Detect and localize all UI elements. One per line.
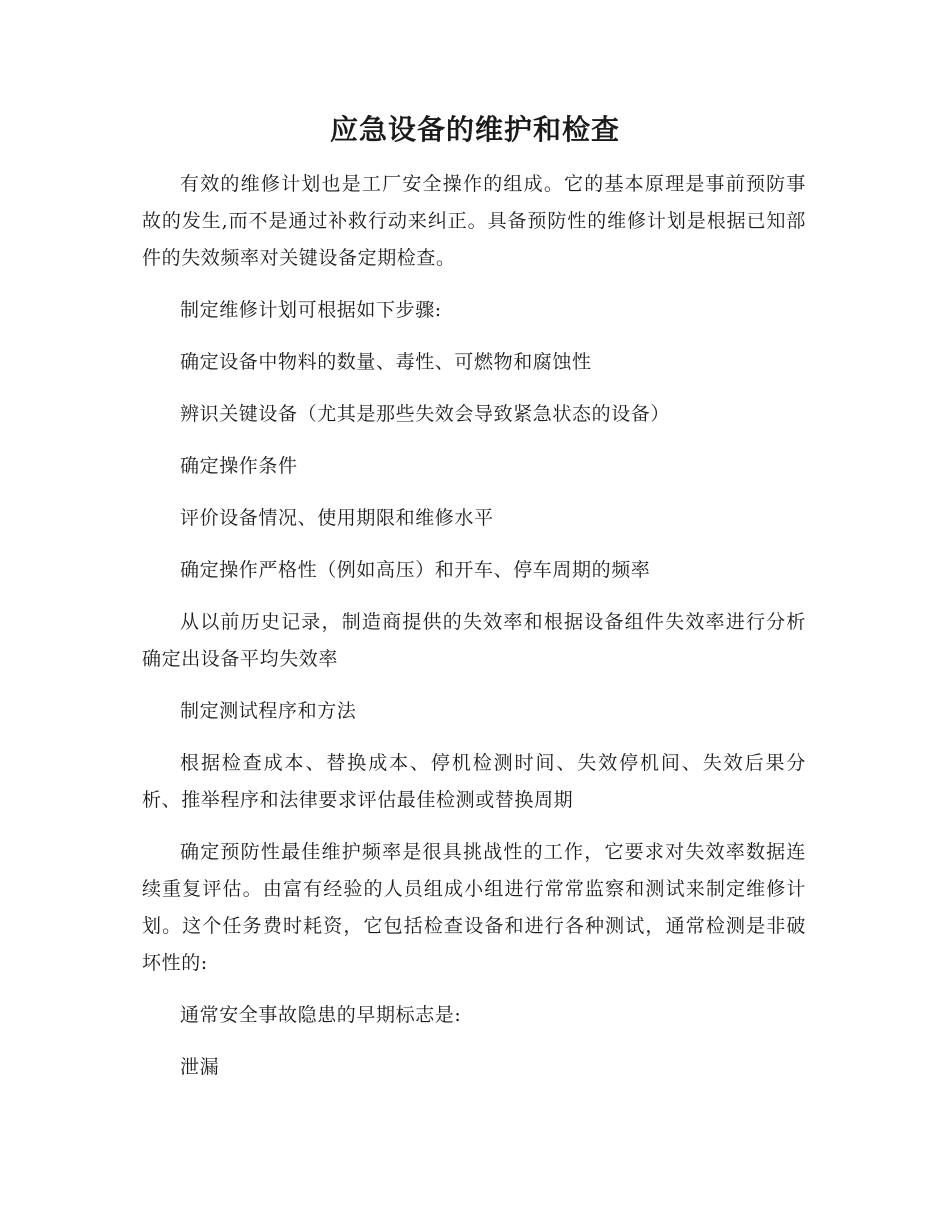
step-test-procedures: 制定测试程序和方法 <box>180 700 357 722</box>
step-determine-materials: 确定设备中物料的数量、毒性、可燃物和腐蚀性 <box>180 351 592 373</box>
paragraph-early-signs-intro: 通常安全事故隐患的早期标志是: <box>180 1004 462 1026</box>
step-determine-operating-conditions: 确定操作条件 <box>180 455 298 477</box>
sign-leakage: 泄漏 <box>180 1056 220 1078</box>
paragraph-intro: 有效的维修计划也是工厂安全操作的组成。它的基本原理是事前预防事故的发生,而不是通过补救行动来纠正。具备预防性的维修计划是根据已知部件的失效频率对关键设备定期检查。 <box>142 173 806 269</box>
step-determine-severity: 确定操作严格性（例如高压）和开车、停车周期的频率 <box>180 559 651 581</box>
step-evaluate-inspection-cycle: 根据检查成本、替换成本、停机检测时间、失效停机间、失效后果分析、推举程序和法律要求评估最佳检测或替换周期 <box>142 752 806 811</box>
paragraph-maintenance-frequency: 确定预防性最佳维护频率是很具挑战性的工作，它要求对失效率数据连续重复评估。由富有经验的人员组成小组进行常常监察和测试来制定维修计划。这个任务费时耗资，它包括检查设备和进行各种测试，通常检测是非破坏性的: <box>142 841 806 974</box>
step-failure-rate-analysis: 从以前历史记录，制造商提供的失效率和根据设备组件失效率进行分析确定出设备平均失效率 <box>142 611 806 670</box>
paragraph-steps-intro: 制定维修计划可根据如下步骤: <box>180 299 442 321</box>
document-title: 应急设备的维护和检查 <box>329 113 620 146</box>
step-identify-critical-equipment: 辨识关键设备（尤其是那些失效会导致紧急状态的设备） <box>180 403 671 425</box>
step-evaluate-equipment: 评价设备情况、使用期限和维修水平 <box>180 507 494 529</box>
document-body <box>142 166 806 1101</box>
